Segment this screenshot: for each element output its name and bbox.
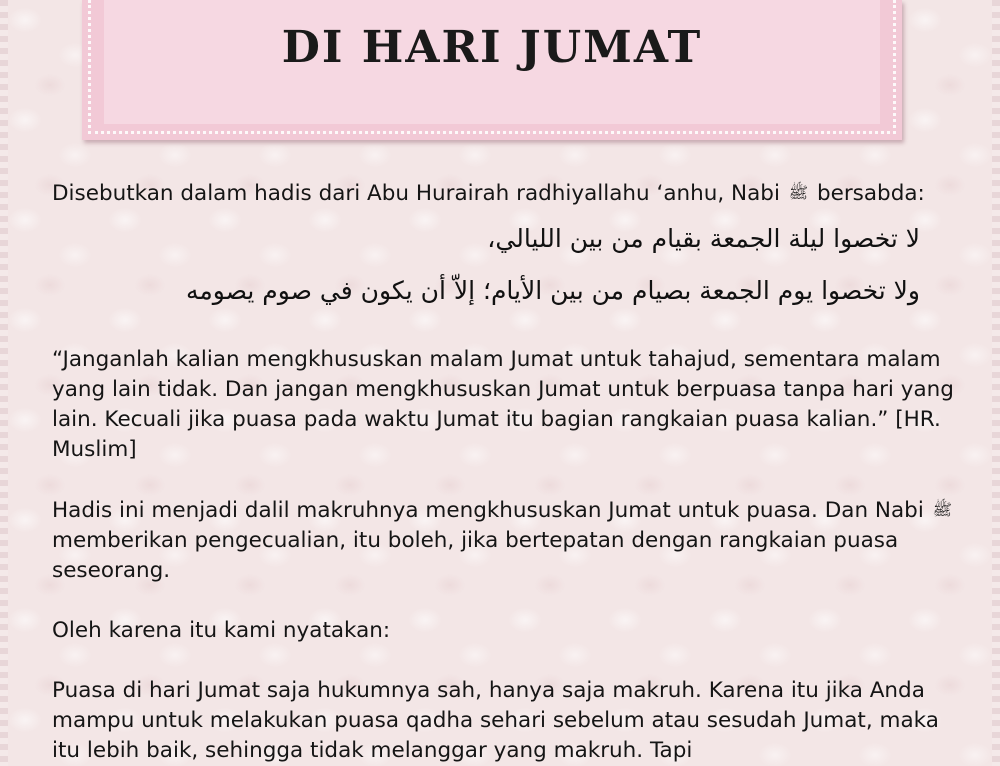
intro-paragraph [52, 178, 972, 209]
statement-intro: Oleh karena itu kami nyatakan: [52, 618, 391, 643]
salawat-symbol: ﷺ [788, 183, 809, 202]
explanation-text-end: memberikan pengecualian, itu boleh, jika bertepatan dengan rangkaian puasa seseorang. [52, 528, 899, 583]
page-title: DI HARI JUMAT [281, 22, 703, 73]
intro-text-end: bersabda: [816, 181, 925, 206]
arabic-hadith [52, 213, 920, 317]
conclusion-paragraph: Puasa di hari Jumat saja hukumnya sah, hanya saja makruh. Karena itu jika Anda mampu untuk melakukan puasa qadha sehari sebelum atau sesudah Jumat, maka itu lebih baik, sehingga tidak melanggar yang makruh. Tapi [52, 678, 939, 763]
explanation-text: Hadis ini menjadi dalil makruhnya mengkhususkan Jumat untuk puasa. Dan Nabi [52, 498, 924, 523]
intro-text: Disebutkan dalam hadis dari Abu Hurairah radhiyallahu ‘anhu, Nabi [52, 181, 780, 206]
arabic-line-2: ولا تخصوا يوم الجمعة بصيام من بين الأيام؛ إلاّ أن يكون في صوم يصومه [186, 276, 920, 305]
explanation-paragraph [52, 495, 972, 586]
left-border-decoration [0, 0, 8, 766]
article-body [52, 178, 972, 766]
salawat-symbol: ﷺ [932, 500, 952, 519]
right-border-decoration [992, 0, 1000, 766]
translation-paragraph: “Janganlah kalian mengkhususkan malam Jumat untuk tahajud, sementara malam yang lain tidak. Dan jangan mengkhususkan Jumat untuk berpuasa tanpa hari yang lain. Kecuali jika puasa pada waktu Jumat itu bagian rangkaian puasa kalian.” [HR. Muslim] [52, 347, 954, 462]
title-banner [82, 0, 902, 140]
arabic-line-1: لا تخصوا ليلة الجمعة بقيام من بين الليالي، [487, 224, 920, 253]
